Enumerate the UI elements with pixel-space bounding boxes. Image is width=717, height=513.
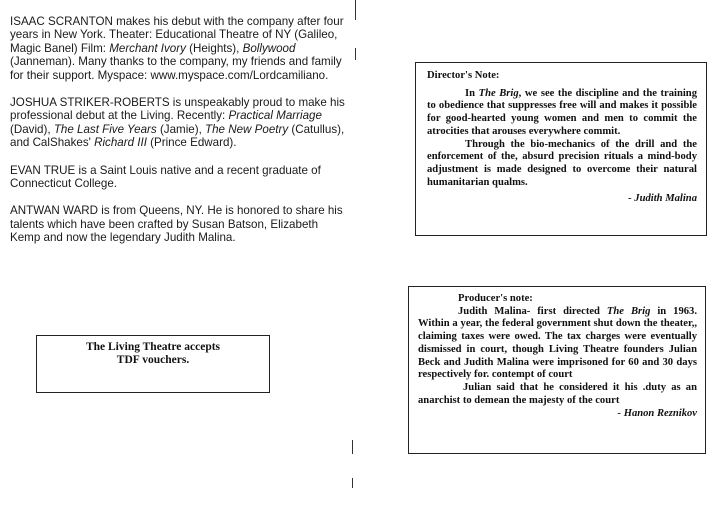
tdf-notice-text: The Living Theatre accepts TDF vouchers.: [85, 341, 221, 366]
bio-antwan-ward: [10, 204, 345, 244]
bio-text: (Catullus), and CalShakes': [10, 122, 345, 150]
bio-credit-title: Merchant Ivory: [109, 41, 186, 55]
fold-mark-lower: [352, 440, 353, 454]
bio-credit-title: Bollywood: [242, 41, 296, 55]
producer-note-paragraph-1: Judith Malina- first directed The Brig in 1963. Within a year, the federal government shut down the theater,, claiming taxes were owed. The tax charges were eventually dismissed in court, though Living Theatre founders Julian Beck and Judith Malina were imprisoned for 60 and 30 days respectively for. contempt of court: [418, 305, 697, 381]
bio-text: (David),: [10, 122, 54, 136]
bio-text: JOSHUA STRIKER-ROBERTS is unspeakably proud to make his professional debut at the Living. Recently:: [10, 96, 345, 123]
director-signature: - Judith Malina: [628, 193, 697, 205]
director-note-box: [415, 62, 707, 236]
bio-isaac-scranton: [10, 15, 345, 82]
producer-signature: - Hanon Reznikov: [617, 408, 697, 420]
play-title: The Brig: [478, 87, 519, 99]
bio-credit-title: The Last Five Years: [53, 122, 157, 136]
bio-credit-title: Practical Marriage: [228, 109, 322, 123]
producer-note-heading: Producer's note:: [458, 293, 533, 304]
director-note-paragraph-2: Through the bio-mechanics of the drill and the enforcement of the, absurd precision rituals a mind-body adjustment is made designed to overcome their natural humanitarian qualms.: [427, 138, 697, 188]
producer-note-box: [408, 286, 706, 454]
tdf-notice-box: [36, 335, 270, 393]
bio-joshua-striker-roberts: [10, 96, 345, 150]
bio-text: (Jamie),: [156, 122, 206, 136]
fold-mark-bottom: [352, 478, 353, 488]
play-title: The Brig: [606, 305, 651, 317]
bio-credit-title: The New Poetry: [205, 122, 289, 136]
director-note-heading: Director's Note:: [427, 70, 500, 81]
bio-text: ISAAC SCRANTON makes his debut with the company after four years in New York. Theater: Educational Theatre of NY (Galileo, Magic Banel) Film:: [10, 15, 344, 55]
bio-text: EVAN TRUE is a Saint Louis native and a recent graduate of Connecticut College.: [10, 163, 321, 191]
bio-text: (Heights),: [185, 41, 243, 55]
bio-text: (Janneman). Many thanks to the company, my friends and family for their support. Myspace: www.myspace.com/Lordcamiliano.: [10, 55, 342, 82]
director-note-paragraph-1: In The Brig, we see the discipline and the training to obedience that suppresses free will and makes it possible for good-hearted young women and men to commit the atrocities that arouses everywhere commit.: [427, 87, 697, 137]
producer-note-paragraph-2: Julian said that he considered it his .duty as an anarchist to demean the majesty of the court: [418, 381, 697, 406]
fold-mark-top: [355, 0, 356, 20]
cast-bios: [10, 15, 345, 259]
bio-credit-title: Richard III: [94, 136, 147, 150]
bio-text: (Prince Edward).: [146, 136, 237, 150]
bio-evan-true: [10, 164, 345, 191]
fold-mark-upper: [355, 48, 356, 60]
bio-text: ANTWAN WARD is from Queens, NY. He is honored to share his talents which have been crafted by Susan Batson, Elizabeth Kemp and now the legendary Judith Malina.: [10, 204, 343, 245]
